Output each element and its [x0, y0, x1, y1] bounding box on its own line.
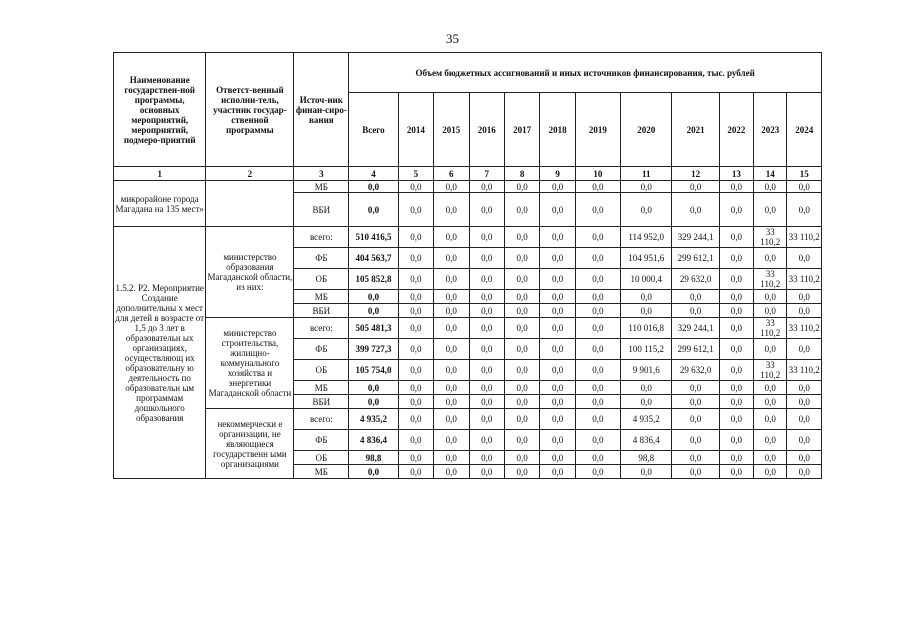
header-year: 2024 — [787, 93, 822, 167]
value-cell: 0,0 — [434, 269, 469, 290]
total-value-cell: 0,0 — [349, 381, 398, 395]
source-cell: МБ — [294, 381, 349, 395]
value-cell: 0,0 — [398, 227, 433, 248]
executor-cell — [206, 181, 294, 227]
value-cell: 100 115,2 — [620, 339, 672, 360]
measure-name-cell: 1.5.2. Р2. Мероприятие Создание дополнительны х мест для детей в возрасте от 1,5 до 3 лет в образовательн ых организациях, осуществляющ их образовательну ю деятельность по образовательн ым программам дошкольного образования — [114, 227, 206, 479]
value-cell: 0,0 — [398, 304, 433, 318]
value-cell: 0,0 — [575, 465, 620, 479]
value-cell: 0,0 — [575, 181, 620, 193]
value-cell: 0,0 — [469, 409, 504, 430]
value-cell: 0,0 — [540, 409, 575, 430]
value-cell: 0,0 — [434, 381, 469, 395]
value-cell: 0,0 — [672, 381, 719, 395]
value-cell: 0,0 — [719, 248, 753, 269]
header-year: 2018 — [540, 93, 575, 167]
value-cell: 33 110,2 — [754, 318, 787, 339]
value-cell: 0,0 — [434, 290, 469, 304]
value-cell: 0,0 — [575, 451, 620, 465]
total-value-cell: 399 727,3 — [349, 339, 398, 360]
table-body — [114, 181, 822, 479]
value-cell: 0,0 — [754, 381, 787, 395]
value-cell: 33 110,2 — [787, 318, 822, 339]
value-cell: 0,0 — [719, 395, 753, 409]
column-number: 11 — [620, 167, 672, 181]
value-cell: 0,0 — [787, 430, 822, 451]
value-cell: 110 016,8 — [620, 318, 672, 339]
value-cell: 0,0 — [469, 248, 504, 269]
value-cell: 0,0 — [469, 269, 504, 290]
value-cell: 0,0 — [398, 248, 433, 269]
source-cell: всего: — [294, 409, 349, 430]
value-cell: 0,0 — [719, 465, 753, 479]
value-cell: 0,0 — [672, 409, 719, 430]
value-cell: 0,0 — [469, 318, 504, 339]
total-value-cell: 404 563,7 — [349, 248, 398, 269]
column-number: 14 — [754, 167, 787, 181]
source-cell: МБ — [294, 181, 349, 193]
value-cell: 0,0 — [540, 181, 575, 193]
value-cell: 0,0 — [754, 304, 787, 318]
page-number: 35 — [446, 31, 459, 46]
value-cell: 33 110,2 — [754, 360, 787, 381]
value-cell: 0,0 — [719, 360, 753, 381]
value-cell: 0,0 — [787, 395, 822, 409]
value-cell: 329 244,1 — [672, 318, 719, 339]
total-value-cell: 0,0 — [349, 290, 398, 304]
value-cell: 0,0 — [672, 304, 719, 318]
header-year: 2019 — [575, 93, 620, 167]
table-row — [114, 181, 822, 193]
value-cell: 0,0 — [787, 339, 822, 360]
value-cell: 33 110,2 — [754, 269, 787, 290]
header-funding-group: Объем бюджетных ассигнований и иных источников финансирования, тыс. рублей — [349, 53, 822, 93]
value-cell: 0,0 — [504, 465, 539, 479]
header-program-name: Наименование государствен-ной программы, основных мероприятий, мероприятий, подмеро-приятий — [114, 53, 206, 167]
total-value-cell: 4 836,4 — [349, 430, 398, 451]
value-cell: 0,0 — [719, 181, 753, 193]
value-cell: 0,0 — [620, 395, 672, 409]
value-cell: 33 110,2 — [754, 227, 787, 248]
column-number: 2 — [206, 167, 294, 181]
value-cell: 0,0 — [540, 395, 575, 409]
header-year: Всего — [349, 93, 398, 167]
value-cell: 0,0 — [719, 318, 753, 339]
value-cell: 0,0 — [620, 181, 672, 193]
value-cell: 0,0 — [434, 451, 469, 465]
value-cell: 0,0 — [469, 451, 504, 465]
program-name-cell: микрорайоне города Магадана на 135 мест» — [114, 181, 206, 227]
value-cell: 0,0 — [540, 451, 575, 465]
value-cell: 0,0 — [398, 451, 433, 465]
value-cell: 0,0 — [672, 193, 719, 227]
total-value-cell: 105 852,8 — [349, 269, 398, 290]
value-cell: 0,0 — [398, 193, 433, 227]
value-cell: 0,0 — [787, 304, 822, 318]
value-cell: 0,0 — [540, 248, 575, 269]
value-cell: 0,0 — [540, 290, 575, 304]
source-cell: ОБ — [294, 360, 349, 381]
source-cell: МБ — [294, 290, 349, 304]
value-cell: 0,0 — [575, 269, 620, 290]
source-cell: ВБИ — [294, 304, 349, 318]
value-cell: 0,0 — [398, 339, 433, 360]
value-cell: 0,0 — [575, 304, 620, 318]
value-cell: 0,0 — [620, 290, 672, 304]
value-cell: 0,0 — [504, 193, 539, 227]
executor-cell: некоммерчески е организации, не являющиеся государственн ыми организациями — [206, 409, 294, 479]
value-cell: 0,0 — [575, 430, 620, 451]
header-year: 2023 — [754, 93, 787, 167]
source-cell: ФБ — [294, 430, 349, 451]
value-cell: 0,0 — [620, 465, 672, 479]
value-cell: 0,0 — [469, 227, 504, 248]
value-cell: 0,0 — [754, 290, 787, 304]
value-cell: 0,0 — [672, 430, 719, 451]
value-cell: 0,0 — [575, 381, 620, 395]
value-cell: 0,0 — [398, 360, 433, 381]
column-number: 10 — [575, 167, 620, 181]
value-cell: 0,0 — [719, 290, 753, 304]
value-cell: 0,0 — [787, 248, 822, 269]
value-cell: 0,0 — [575, 339, 620, 360]
value-cell: 0,0 — [540, 465, 575, 479]
value-cell: 104 951,6 — [620, 248, 672, 269]
value-cell: 0,0 — [575, 409, 620, 430]
column-number-row — [114, 167, 822, 181]
value-cell: 0,0 — [469, 465, 504, 479]
value-cell: 0,0 — [787, 193, 822, 227]
value-cell: 33 110,2 — [787, 227, 822, 248]
value-cell: 0,0 — [540, 339, 575, 360]
value-cell: 0,0 — [754, 465, 787, 479]
value-cell: 0,0 — [719, 193, 753, 227]
value-cell: 0,0 — [398, 395, 433, 409]
value-cell: 0,0 — [620, 193, 672, 227]
value-cell: 9 901,6 — [620, 360, 672, 381]
value-cell: 0,0 — [754, 193, 787, 227]
header-year: 2016 — [469, 93, 504, 167]
value-cell: 0,0 — [575, 318, 620, 339]
value-cell: 299 612,1 — [672, 339, 719, 360]
value-cell: 0,0 — [504, 430, 539, 451]
value-cell: 0,0 — [398, 318, 433, 339]
value-cell: 0,0 — [575, 193, 620, 227]
value-cell: 0,0 — [754, 451, 787, 465]
value-cell: 29 632,0 — [672, 269, 719, 290]
column-number: 6 — [434, 167, 469, 181]
header-executor: Ответст-венный исполни-тель, участник государ-ственной программы — [206, 53, 294, 167]
value-cell: 0,0 — [719, 304, 753, 318]
value-cell: 0,0 — [787, 465, 822, 479]
column-number: 7 — [469, 167, 504, 181]
source-cell: ФБ — [294, 248, 349, 269]
column-number: 3 — [294, 167, 349, 181]
value-cell: 0,0 — [504, 269, 539, 290]
value-cell: 0,0 — [575, 227, 620, 248]
value-cell: 0,0 — [504, 360, 539, 381]
value-cell: 0,0 — [787, 451, 822, 465]
value-cell: 0,0 — [398, 381, 433, 395]
value-cell: 0,0 — [504, 395, 539, 409]
value-cell: 0,0 — [469, 304, 504, 318]
column-number: 9 — [540, 167, 575, 181]
table-row — [114, 409, 822, 430]
table-row — [114, 227, 822, 248]
value-cell: 0,0 — [672, 451, 719, 465]
value-cell: 0,0 — [434, 304, 469, 318]
header-year: 2021 — [672, 93, 719, 167]
executor-cell: министерство строительства, жилищно-коммунального хозяйства и энергетики Магаданской области — [206, 318, 294, 409]
value-cell: 0,0 — [575, 360, 620, 381]
value-cell: 0,0 — [719, 227, 753, 248]
value-cell: 0,0 — [469, 193, 504, 227]
header-year: 2017 — [504, 93, 539, 167]
header-source: Источ-ник финан-сиро-вания — [294, 53, 349, 167]
value-cell: 0,0 — [469, 395, 504, 409]
value-cell: 0,0 — [620, 304, 672, 318]
column-number: 8 — [504, 167, 539, 181]
value-cell: 98,8 — [620, 451, 672, 465]
value-cell: 0,0 — [469, 360, 504, 381]
value-cell: 0,0 — [787, 290, 822, 304]
value-cell: 0,0 — [540, 318, 575, 339]
column-number: 5 — [398, 167, 433, 181]
executor-cell: министерство образования Магаданской области, из них: — [206, 227, 294, 318]
value-cell: 0,0 — [672, 395, 719, 409]
value-cell: 0,0 — [540, 360, 575, 381]
source-cell: МБ — [294, 465, 349, 479]
column-number: 13 — [719, 167, 753, 181]
value-cell: 0,0 — [469, 181, 504, 193]
header-year: 2014 — [398, 93, 433, 167]
value-cell: 0,0 — [672, 290, 719, 304]
value-cell: 10 000,4 — [620, 269, 672, 290]
value-cell: 0,0 — [434, 193, 469, 227]
value-cell: 0,0 — [504, 181, 539, 193]
total-value-cell: 0,0 — [349, 193, 398, 227]
value-cell: 0,0 — [672, 181, 719, 193]
value-cell: 4 836,4 — [620, 430, 672, 451]
header-year: 2022 — [719, 93, 753, 167]
total-value-cell: 0,0 — [349, 395, 398, 409]
value-cell: 0,0 — [754, 181, 787, 193]
value-cell: 0,0 — [540, 304, 575, 318]
value-cell: 0,0 — [434, 318, 469, 339]
value-cell: 0,0 — [719, 430, 753, 451]
column-number: 15 — [787, 167, 822, 181]
value-cell: 0,0 — [754, 248, 787, 269]
value-cell: 0,0 — [504, 290, 539, 304]
value-cell: 0,0 — [504, 318, 539, 339]
column-number: 12 — [672, 167, 719, 181]
source-cell: ОБ — [294, 269, 349, 290]
value-cell: 0,0 — [434, 248, 469, 269]
value-cell: 29 632,0 — [672, 360, 719, 381]
total-value-cell: 98,8 — [349, 451, 398, 465]
value-cell: 0,0 — [672, 465, 719, 479]
value-cell: 0,0 — [469, 430, 504, 451]
value-cell: 0,0 — [398, 430, 433, 451]
value-cell: 0,0 — [575, 248, 620, 269]
value-cell: 0,0 — [398, 465, 433, 479]
budget-table — [113, 52, 822, 479]
value-cell: 0,0 — [434, 181, 469, 193]
value-cell: 0,0 — [719, 451, 753, 465]
header-year: 2015 — [434, 93, 469, 167]
value-cell: 0,0 — [504, 339, 539, 360]
total-value-cell: 510 416,5 — [349, 227, 398, 248]
value-cell: 33 110,2 — [787, 269, 822, 290]
value-cell: 0,0 — [434, 395, 469, 409]
value-cell: 0,0 — [398, 290, 433, 304]
value-cell: 0,0 — [754, 339, 787, 360]
total-value-cell: 0,0 — [349, 304, 398, 318]
value-cell: 0,0 — [434, 430, 469, 451]
value-cell: 0,0 — [787, 409, 822, 430]
value-cell: 0,0 — [754, 409, 787, 430]
value-cell: 0,0 — [754, 430, 787, 451]
source-cell: всего: — [294, 227, 349, 248]
total-value-cell: 505 481,3 — [349, 318, 398, 339]
value-cell: 0,0 — [575, 290, 620, 304]
value-cell: 0,0 — [469, 339, 504, 360]
value-cell: 0,0 — [504, 304, 539, 318]
value-cell: 0,0 — [787, 381, 822, 395]
value-cell: 0,0 — [540, 227, 575, 248]
total-value-cell: 0,0 — [349, 465, 398, 479]
total-value-cell: 0,0 — [349, 181, 398, 193]
value-cell: 0,0 — [469, 290, 504, 304]
value-cell: 0,0 — [398, 269, 433, 290]
value-cell: 0,0 — [540, 430, 575, 451]
source-cell: ФБ — [294, 339, 349, 360]
value-cell: 0,0 — [719, 409, 753, 430]
value-cell: 0,0 — [398, 181, 433, 193]
table-row — [114, 318, 822, 339]
value-cell: 0,0 — [504, 227, 539, 248]
source-cell: ОБ — [294, 451, 349, 465]
value-cell: 0,0 — [434, 339, 469, 360]
value-cell: 0,0 — [504, 381, 539, 395]
value-cell: 0,0 — [434, 409, 469, 430]
total-value-cell: 105 754,0 — [349, 360, 398, 381]
value-cell: 0,0 — [754, 395, 787, 409]
value-cell: 0,0 — [540, 193, 575, 227]
value-cell: 329 244,1 — [672, 227, 719, 248]
value-cell: 0,0 — [540, 381, 575, 395]
value-cell: 0,0 — [469, 381, 504, 395]
value-cell: 0,0 — [504, 451, 539, 465]
source-cell: ВБИ — [294, 193, 349, 227]
value-cell: 0,0 — [575, 395, 620, 409]
value-cell: 299 612,1 — [672, 248, 719, 269]
value-cell: 0,0 — [434, 360, 469, 381]
column-number: 4 — [349, 167, 398, 181]
value-cell: 0,0 — [620, 381, 672, 395]
value-cell: 33 110,2 — [787, 360, 822, 381]
value-cell: 0,0 — [719, 381, 753, 395]
total-value-cell: 4 935,2 — [349, 409, 398, 430]
source-cell: ВБИ — [294, 395, 349, 409]
header-year: 2020 — [620, 93, 672, 167]
value-cell: 0,0 — [398, 409, 433, 430]
value-cell: 0,0 — [540, 269, 575, 290]
value-cell: 4 935,2 — [620, 409, 672, 430]
value-cell: 0,0 — [719, 269, 753, 290]
source-cell: всего: — [294, 318, 349, 339]
column-number: 1 — [114, 167, 206, 181]
value-cell: 0,0 — [434, 227, 469, 248]
value-cell: 114 952,0 — [620, 227, 672, 248]
value-cell: 0,0 — [434, 465, 469, 479]
value-cell: 0,0 — [719, 339, 753, 360]
value-cell: 0,0 — [504, 409, 539, 430]
value-cell: 0,0 — [504, 248, 539, 269]
value-cell: 0,0 — [787, 181, 822, 193]
